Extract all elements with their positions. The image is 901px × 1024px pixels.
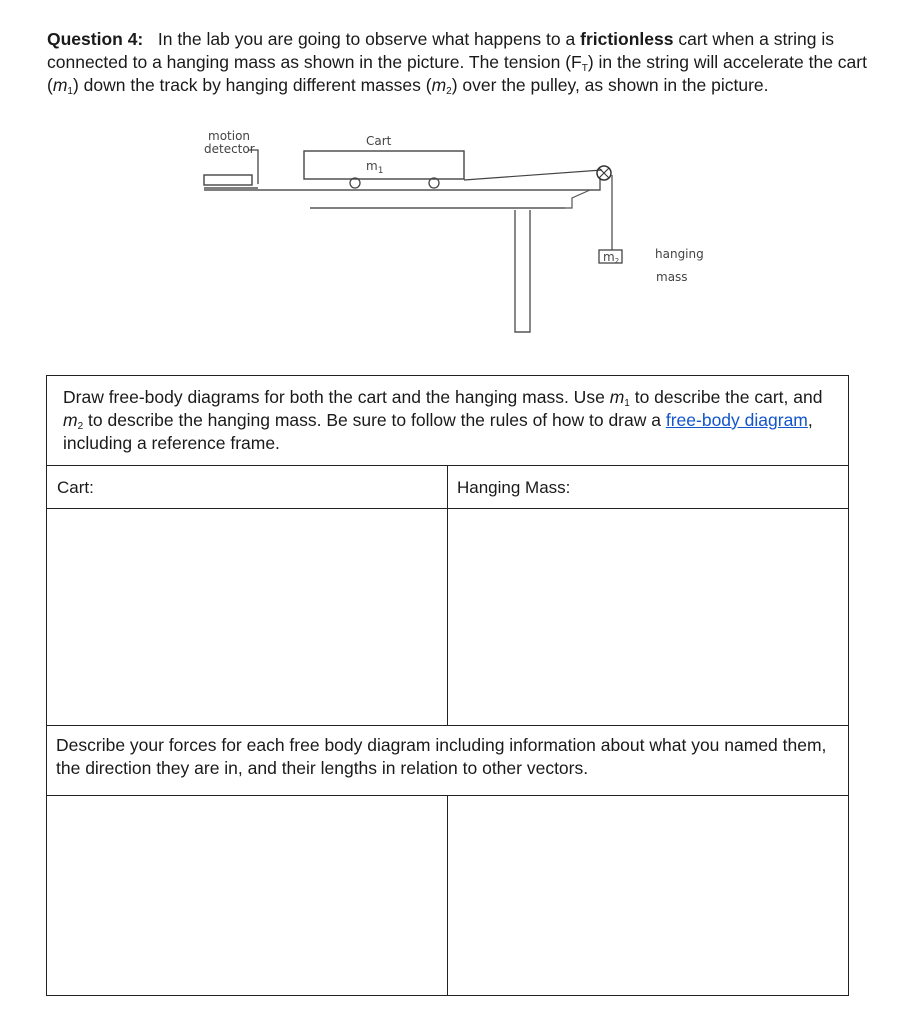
instr-m2-variable: m: [63, 410, 78, 430]
motion-detector: [204, 175, 252, 185]
detector-label: detector: [204, 142, 255, 156]
track-end: [590, 178, 600, 190]
answer-table: [46, 375, 849, 996]
description-prompt: Describe your forces for each free body diagram including information about what you named them, the direction they are in, and their lengths in relation to other vectors.: [56, 735, 827, 778]
question-line-d: ) over the pulley, as shown in the picture.: [451, 75, 769, 95]
m2-variable: m: [431, 75, 447, 95]
table-leg: [515, 210, 530, 332]
free-body-diagram-link[interactable]: free-body diagram: [665, 410, 808, 430]
instr-m1-variable: m: [609, 387, 625, 407]
hanging-mass-diagram-area[interactable]: [448, 509, 848, 725]
instr-m2-subscript: 2: [77, 421, 84, 432]
cart-diagram-area[interactable]: [47, 509, 447, 725]
instructions: [63, 386, 833, 455]
cart-body: [304, 151, 464, 179]
question-text: [47, 28, 867, 97]
string-horizontal: [464, 170, 602, 180]
cart-mass-label: $m_1$: [366, 159, 384, 176]
cart-pulley-sketch: [190, 120, 750, 345]
question-line-b: ) in the string will accelerate the cart (: [47, 52, 867, 95]
question-line-a: cart when a string is connected to a hanging mass as shown in the picture. The tension (F: [47, 29, 834, 72]
pulley-spokes: [599, 168, 609, 178]
instructions-part-a: Draw free-body diagrams for both the cart and the hanging mass. Use: [63, 387, 605, 407]
m2-subscript: 2: [446, 86, 452, 97]
hanging-mass-box-label: m2: [603, 250, 620, 265]
question-line-c: ) down the track by hanging different masses (: [72, 75, 432, 95]
mass-label: mass: [656, 270, 688, 284]
instructions-part-b: to describe the cart, and: [634, 387, 823, 407]
pulley-clamp: [565, 190, 590, 208]
question-label: Question 4:: [47, 29, 144, 49]
hanging-mass-description-area[interactable]: [448, 796, 848, 994]
motion-label: motion: [208, 129, 251, 143]
instructions-part-c: to describe the hanging mass. Be sure to follow the rules of how to draw a: [88, 410, 661, 430]
hanging-label: hanging: [655, 247, 704, 261]
tension-subscript: T: [581, 63, 588, 74]
instr-m1-subscript: 1: [624, 398, 630, 409]
question-intro: In the lab you are going to observe what happens to a: [157, 29, 576, 49]
instructions-part-d: , including a reference frame.: [63, 410, 813, 453]
m1-variable: m: [52, 75, 68, 95]
divider-description: [47, 725, 848, 726]
hanging-column-label: Hanging Mass:: [457, 478, 571, 497]
cart-label: Cart: [366, 134, 392, 148]
frictionless-word: frictionless: [580, 29, 674, 49]
m1-subscript: 1: [67, 86, 73, 97]
question-4: [47, 28, 867, 97]
cart-column-label: Cart:: [57, 478, 94, 497]
cart-description-area[interactable]: [47, 796, 447, 994]
